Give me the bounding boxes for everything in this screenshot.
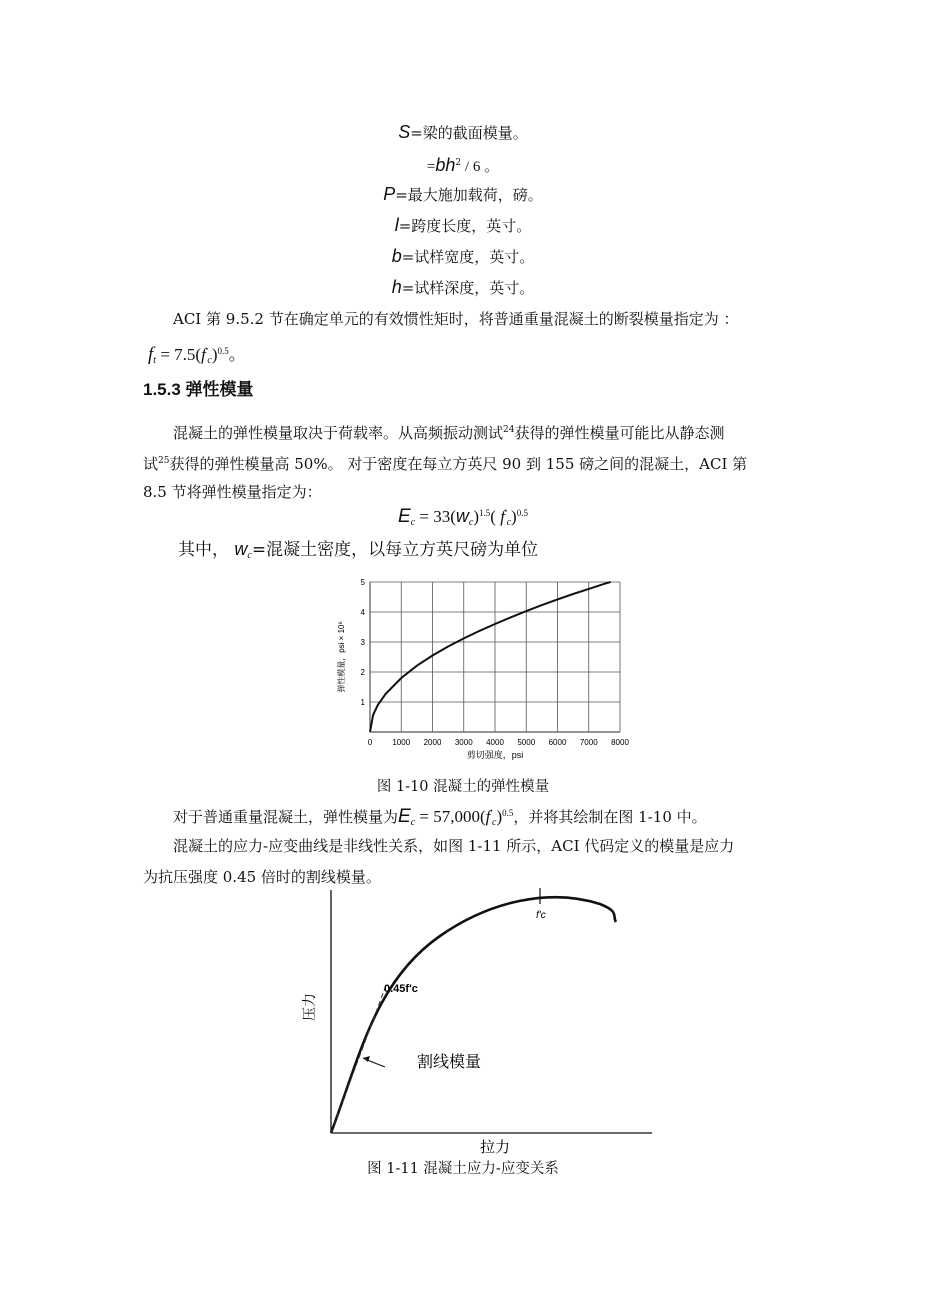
def-l bbox=[0, 214, 926, 236]
figure-1-10-caption: 图 1-10 混凝土的弹性模量 bbox=[376, 779, 550, 795]
para2-coef: = 57,000( bbox=[415, 807, 486, 826]
para1-line3: 8.5 节将弹性模量指定为： bbox=[143, 483, 322, 501]
def-P bbox=[0, 183, 926, 205]
y-axis-label: 压力 bbox=[301, 993, 317, 1021]
ec-eq-wsub: c bbox=[468, 517, 474, 528]
ft-equation bbox=[148, 340, 246, 372]
def-bh bbox=[0, 152, 926, 174]
x-tick-label: 5000 bbox=[517, 738, 536, 747]
ec-eq-f: f bbox=[500, 507, 505, 526]
ec-eq-prime: ' bbox=[504, 508, 507, 518]
ec-equation: $E_c = 33(w_c)^{1.5}$( $f'_c)^{0.5}$ bbox=[398, 506, 528, 528]
ref-24: 24 bbox=[503, 425, 515, 435]
peak-label: f'c bbox=[536, 910, 546, 921]
stress-strain-curve bbox=[331, 897, 616, 1133]
ft-eq-close: ) bbox=[211, 345, 218, 364]
para2: 对于普通重量混凝土，弹性模量为$E_c = 57,000(f'_c)^{0.5}$，并将其绘制在图 1-10 中。 bbox=[173, 806, 707, 828]
aci-paragraph: ACI 第 9.5.2 节在确定单元的有效惯性矩时，将普通重量混凝土的断裂模量指定为 ： bbox=[173, 310, 739, 328]
x-tick-label: 3000 bbox=[454, 738, 473, 747]
ft-eq-coef: = 7.5( bbox=[156, 345, 202, 364]
x-tick-labels bbox=[368, 738, 630, 747]
para3-line1: 混凝土的应力-应变曲线是非线性关系，如图 1-11 所示，ACI 代码定义的模量是应力 bbox=[173, 837, 735, 855]
x-tick-label: 7000 bbox=[579, 738, 598, 747]
para3-line2: 为抗压强度 0.45 倍时的割线模量。 bbox=[143, 868, 381, 886]
def-S-text: =梁的截面模量。 bbox=[410, 124, 528, 142]
y-tick-label: 5 bbox=[360, 578, 365, 587]
para1-line1 bbox=[173, 419, 724, 444]
ec-eq-E: E bbox=[398, 506, 411, 527]
para1-line1a: 混凝土的弹性模量取决于荷载率。从高频振动测试 bbox=[173, 424, 504, 442]
figure-1-11-caption: 图 1-11 混凝土应力-应变关系 bbox=[367, 1161, 559, 1177]
figure-1-11-diagram bbox=[300, 886, 660, 1156]
para2-f: f bbox=[485, 807, 491, 826]
para2-sub: c bbox=[410, 817, 416, 828]
ec-eq-sub: c bbox=[410, 517, 416, 528]
ref-25: 25 bbox=[158, 456, 170, 466]
para1-line2a: 试 bbox=[143, 455, 159, 473]
x-axis-label: 剪切强度，psi bbox=[466, 750, 524, 760]
ec-eq-exp: 0.5 bbox=[516, 508, 528, 518]
def-bh-rest: / 6 。 bbox=[461, 159, 500, 175]
wc-sub: c bbox=[247, 550, 252, 561]
x-tick-label: 4000 bbox=[486, 738, 504, 747]
def-bh-var: bh bbox=[435, 155, 456, 175]
ft-eq-f: f bbox=[148, 344, 154, 365]
ft-eq-fc: f bbox=[201, 345, 206, 364]
def-l-text: =跨度长度，英寸。 bbox=[398, 217, 532, 235]
def-h-text: =试样深度，英寸。 bbox=[401, 279, 535, 297]
x-tick-label: 1000 bbox=[392, 738, 411, 747]
def-P-text: =最大施加载荷，磅。 bbox=[395, 186, 543, 204]
def-h-symbol: h bbox=[391, 277, 402, 297]
para2-E: E bbox=[398, 806, 411, 827]
secant-label: 割线模量 bbox=[417, 1054, 482, 1071]
y-tick-label: 3 bbox=[360, 638, 365, 647]
x-axis-label: 拉力 bbox=[479, 1139, 511, 1156]
wc-text: =混凝土密度，以每立方英尺磅为单位 bbox=[251, 540, 539, 560]
point-label: 0.45f'c bbox=[384, 983, 418, 995]
para2-exp: 0.5 bbox=[502, 808, 514, 818]
para1-line1b: 获得的弹性模量可能比从静态测 bbox=[514, 424, 725, 442]
y-tick-label: 1 bbox=[360, 698, 365, 707]
ft-eq-end: 。 bbox=[228, 345, 246, 364]
def-bh-eq: = bbox=[426, 159, 436, 175]
para1-line2 bbox=[143, 450, 747, 475]
figure-1-10-chart bbox=[330, 572, 640, 762]
def-l-symbol: l bbox=[394, 215, 399, 235]
wc-prefix: 其中， bbox=[178, 540, 229, 560]
para1-line2b: 获得的弹性模量高 50%。 对于密度在每立方英尺 90 到 155 磅之间的混凝土，ACI 第 bbox=[169, 455, 748, 473]
y-axis-label: 弹性模量，psi × 10⁶ bbox=[337, 621, 346, 693]
x-tick-label: 8000 bbox=[611, 738, 629, 747]
series-line bbox=[370, 582, 611, 732]
x-tick-label: 6000 bbox=[548, 738, 567, 747]
def-h bbox=[0, 276, 926, 298]
para2-suffix: ，并将其绘制在图 1-10 中。 bbox=[513, 808, 707, 826]
def-P-symbol: P bbox=[383, 184, 396, 204]
x-tick-label: 0 bbox=[367, 738, 373, 747]
ft-eq-csub: c bbox=[207, 355, 212, 366]
para2-prime: ' bbox=[490, 808, 493, 818]
y-tick-label: 2 bbox=[360, 668, 365, 677]
ec-eq-coef: = 33( bbox=[415, 507, 456, 526]
ft-eq-sub: t bbox=[153, 355, 157, 366]
def-bh-sup: 2 bbox=[455, 158, 462, 168]
section-number: 1.5.3 bbox=[143, 380, 181, 399]
def-b bbox=[0, 245, 926, 267]
chart-grid bbox=[370, 582, 620, 732]
para2-prefix: 对于普通重量混凝土，弹性模量为 bbox=[173, 808, 399, 826]
para2-fsub: c bbox=[492, 817, 497, 828]
ec-eq-wexp: 1.5 bbox=[479, 508, 491, 518]
section-heading bbox=[143, 375, 254, 400]
ft-eq-exp: 0.5 bbox=[217, 346, 229, 356]
def-b-symbol: b bbox=[391, 246, 402, 266]
ec-eq-fsub: c bbox=[506, 517, 512, 528]
ec-eq-w: w bbox=[455, 506, 469, 526]
wc-var: w bbox=[234, 539, 248, 559]
def-S-symbol: S bbox=[398, 122, 411, 142]
def-S bbox=[0, 121, 926, 143]
def-b-text: =试样宽度，英寸。 bbox=[401, 248, 535, 266]
y-tick-labels bbox=[361, 578, 366, 707]
wc-line bbox=[178, 535, 538, 561]
x-tick-label: 2000 bbox=[423, 738, 442, 747]
ft-eq-prime: ' bbox=[205, 346, 208, 356]
y-tick-label: 4 bbox=[360, 608, 365, 617]
section-title: 弹性模量 bbox=[185, 380, 254, 399]
